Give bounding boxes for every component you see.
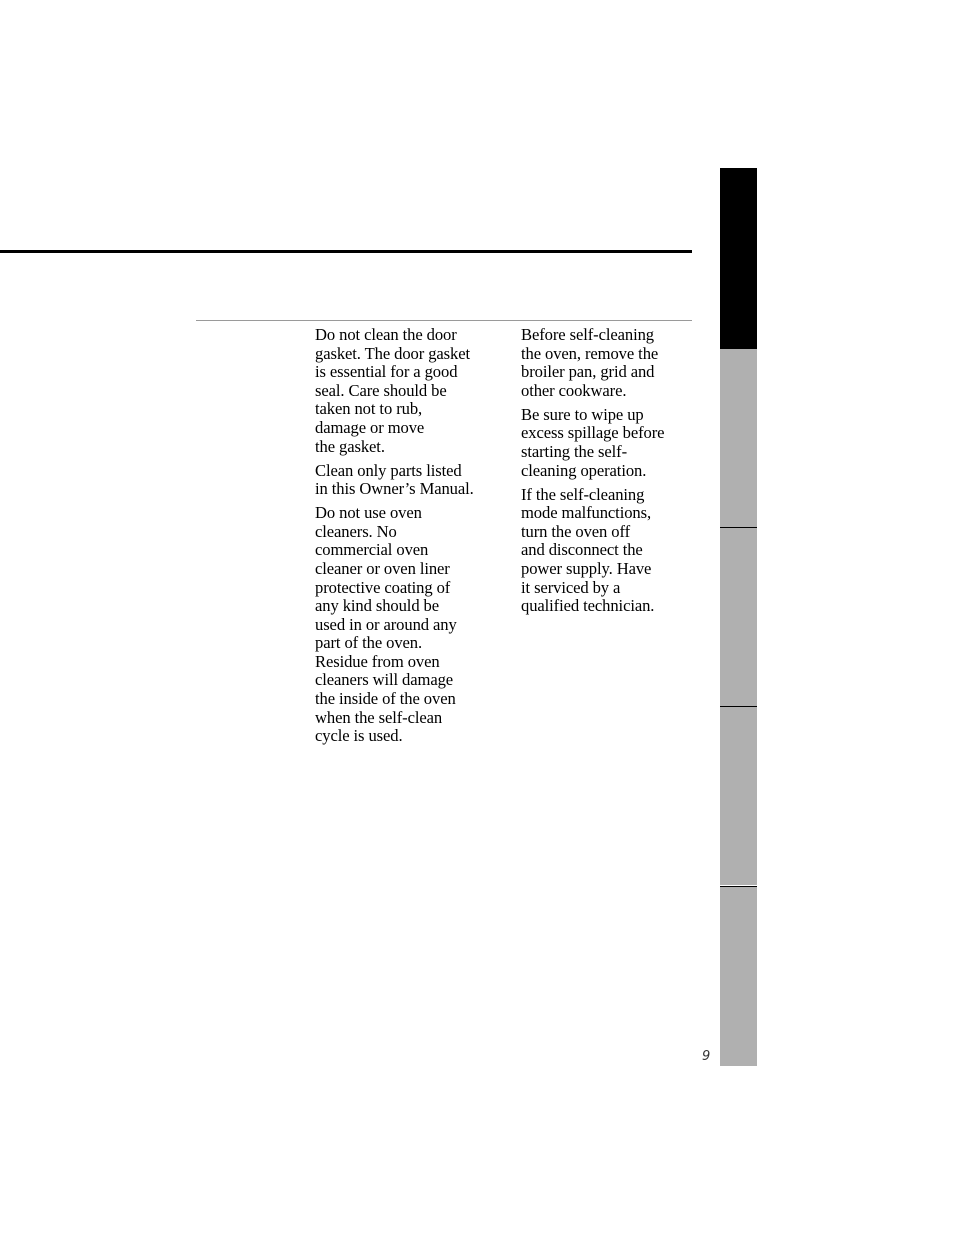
paragraph-oven-cleaners: Do not use oven cleaners. No commercial oven cleaner or oven liner protective coating of any kind should be used in or around any part of the oven. Residue from oven cleaners will damage the inside of the oven when the self-clean cycle is used. <box>315 503 457 746</box>
page-number: 9 <box>702 1049 711 1064</box>
section-tab-4[interactable] <box>720 707 757 885</box>
section-tab-3[interactable] <box>720 528 757 706</box>
right-text-column <box>521 326 691 621</box>
section-tab-5[interactable] <box>720 887 757 1066</box>
paragraph-malfunction: If the self-cleaning mode malfunctions, turn the oven off and disconnect the power supply. Have it serviced by a qualified technician. <box>521 484 655 616</box>
section-rule <box>196 320 692 321</box>
paragraph-remove-cookware: Before self-cleaning the oven, remove the broiler pan, grid and other cookware. <box>521 325 659 400</box>
section-tabs <box>720 168 757 1066</box>
paragraph-wipe-spillage: Be sure to wipe up excess spillage before starting the self- cleaning operation. <box>521 404 665 480</box>
paragraph-door-gasket: Do not clean the door gasket. The door gasket is essential for a good seal. Care should be taken not to rub, damage or move the gasket. <box>315 325 470 456</box>
section-tab-2[interactable] <box>720 349 757 527</box>
paragraph-clean-parts: Clean only parts listed in this Owner’s Manual. <box>315 460 474 499</box>
section-tab-1[interactable] <box>720 168 757 349</box>
header-rule <box>0 250 692 253</box>
left-text-column <box>315 326 500 751</box>
